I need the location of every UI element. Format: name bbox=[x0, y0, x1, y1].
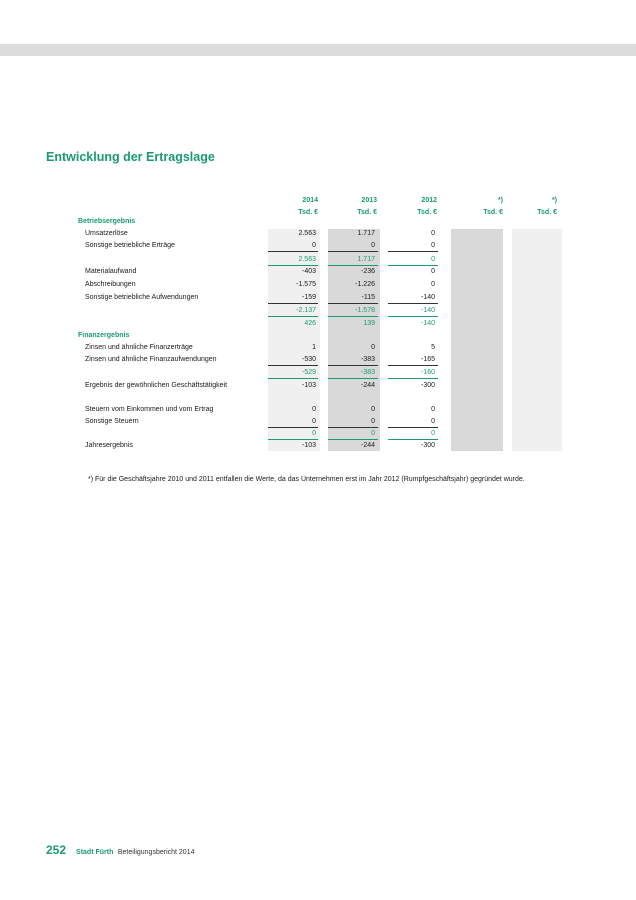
row-value: -2.137 bbox=[296, 307, 316, 314]
row-value: -244 bbox=[360, 382, 375, 389]
sum-rule bbox=[388, 365, 438, 366]
row-value: -300 bbox=[420, 382, 435, 389]
row-value: -403 bbox=[301, 268, 316, 275]
row-label: Abschreibungen bbox=[85, 281, 136, 288]
table-row bbox=[0, 367, 636, 379]
row-label: Jahresergebnis bbox=[85, 442, 133, 449]
table-row bbox=[0, 318, 636, 330]
row-value: 1 bbox=[312, 344, 316, 351]
sum-rule bbox=[328, 251, 378, 252]
sum-rule bbox=[328, 378, 378, 379]
row-value: 0 bbox=[371, 344, 375, 351]
row-label: Zinsen und ähnliche Finanzaufwendungen bbox=[85, 356, 217, 363]
row-value: -140 bbox=[420, 320, 435, 327]
row-value: -244 bbox=[360, 442, 375, 449]
page-title: Entwicklung der Ertragslage bbox=[46, 150, 215, 164]
table-row bbox=[0, 254, 636, 266]
table-row bbox=[0, 428, 636, 440]
row-value: -1.226 bbox=[355, 281, 375, 288]
row-value: -236 bbox=[360, 268, 375, 275]
column-unit: Tsd. € bbox=[537, 209, 557, 216]
row-value: 2.563 bbox=[298, 230, 316, 237]
row-value: -300 bbox=[420, 442, 435, 449]
row-label: Materialaufwand bbox=[85, 268, 137, 275]
row-value: 0 bbox=[431, 281, 435, 288]
table-row bbox=[0, 305, 636, 317]
row-label: Betriebsergebnis bbox=[78, 218, 136, 225]
table-row bbox=[0, 240, 636, 252]
sum-rule bbox=[388, 378, 438, 379]
row-value: -140 bbox=[420, 307, 435, 314]
sum-rule bbox=[268, 303, 318, 304]
row-value: -165 bbox=[420, 356, 435, 363]
column-year: 2012 bbox=[421, 197, 437, 204]
row-value: 426 bbox=[304, 320, 316, 327]
column-unit: Tsd. € bbox=[298, 209, 318, 216]
sum-rule bbox=[388, 251, 438, 252]
row-value: -1.578 bbox=[355, 307, 375, 314]
row-value: -159 bbox=[301, 294, 316, 301]
row-value: 1.717 bbox=[357, 256, 375, 263]
sum-rule bbox=[268, 251, 318, 252]
row-value: -160 bbox=[420, 369, 435, 376]
row-label: Sonstige Steuern bbox=[85, 418, 139, 425]
row-value: 0 bbox=[431, 268, 435, 275]
row-label: Sonstige betriebliche Aufwendungen bbox=[85, 294, 199, 301]
table-row bbox=[0, 440, 636, 452]
table-row bbox=[0, 404, 636, 416]
row-label: Finanzergebnis bbox=[78, 332, 130, 339]
page-footer bbox=[46, 841, 194, 859]
sum-rule bbox=[268, 316, 318, 317]
column-year: 2013 bbox=[361, 197, 377, 204]
row-value: -103 bbox=[301, 382, 316, 389]
table-row bbox=[0, 279, 636, 291]
sum-rule bbox=[268, 378, 318, 379]
row-value: 2.563 bbox=[298, 256, 316, 263]
row-value: 5 bbox=[431, 344, 435, 351]
column-unit: Tsd. € bbox=[417, 209, 437, 216]
table-row bbox=[0, 216, 636, 228]
sum-rule bbox=[388, 316, 438, 317]
sum-rule bbox=[388, 303, 438, 304]
column-year: *) bbox=[551, 197, 557, 204]
column-year: 2014 bbox=[302, 197, 318, 204]
row-label: Umsatzerlöse bbox=[85, 230, 128, 237]
row-label: Ergebnis der gewöhnlichen Geschäftstätigkeit bbox=[85, 382, 228, 389]
page-number: 252 bbox=[46, 843, 67, 857]
row-value: -383 bbox=[360, 356, 375, 363]
row-value: 0 bbox=[312, 430, 316, 437]
column-year: *) bbox=[497, 197, 503, 204]
sum-rule bbox=[328, 365, 378, 366]
sum-rule bbox=[328, 303, 378, 304]
row-value: -383 bbox=[360, 369, 375, 376]
footer-text: Beteiligungsbericht 2014 bbox=[117, 849, 195, 856]
table-row bbox=[0, 330, 636, 342]
row-value: -115 bbox=[361, 294, 375, 301]
column-unit: Tsd. € bbox=[357, 209, 377, 216]
table-row bbox=[0, 266, 636, 278]
table-row bbox=[0, 416, 636, 428]
row-value: 0 bbox=[312, 406, 316, 413]
row-value: 0 bbox=[312, 242, 316, 249]
top-bar bbox=[0, 44, 636, 56]
row-value: -529 bbox=[301, 369, 316, 376]
footnote: *) Für die Geschäftsjahre 2010 und 2011 entfallen die Werte, da das Unternehmen erst im Jahr 2012 (Rumpfgeschäftsjahr) gegründet wurde. bbox=[88, 476, 525, 483]
row-label: Zinsen und ähnliche Finanzerträge bbox=[85, 344, 193, 351]
row-value: 0 bbox=[371, 418, 375, 425]
row-value: -140 bbox=[420, 294, 435, 301]
row-value: 0 bbox=[431, 242, 435, 249]
column-unit: Tsd. € bbox=[483, 209, 503, 216]
row-value: 0 bbox=[431, 430, 435, 437]
row-value: -1.575 bbox=[296, 281, 316, 288]
row-value: 0 bbox=[431, 406, 435, 413]
row-value: -530 bbox=[301, 356, 316, 363]
row-value: 0 bbox=[371, 242, 375, 249]
table-row bbox=[0, 292, 636, 304]
row-value: 0 bbox=[431, 230, 435, 237]
row-value: 0 bbox=[431, 418, 435, 425]
table-row bbox=[0, 342, 636, 354]
footer-brand: Stadt Fürth bbox=[76, 849, 114, 856]
table-row bbox=[0, 228, 636, 240]
sum-rule bbox=[268, 365, 318, 366]
table-row bbox=[0, 380, 636, 392]
row-value: 1.717 bbox=[357, 230, 375, 237]
row-value: 0 bbox=[371, 430, 375, 437]
row-label: Steuern vom Einkommen und vom Ertrag bbox=[85, 406, 214, 413]
row-label: Sonstige betriebliche Erträge bbox=[85, 242, 175, 249]
row-value: 0 bbox=[431, 256, 435, 263]
row-value: -103 bbox=[301, 442, 316, 449]
table-row bbox=[0, 354, 636, 366]
row-value: 0 bbox=[371, 406, 375, 413]
row-value: 139 bbox=[363, 320, 375, 327]
sum-rule bbox=[328, 316, 378, 317]
row-value: 0 bbox=[312, 418, 316, 425]
